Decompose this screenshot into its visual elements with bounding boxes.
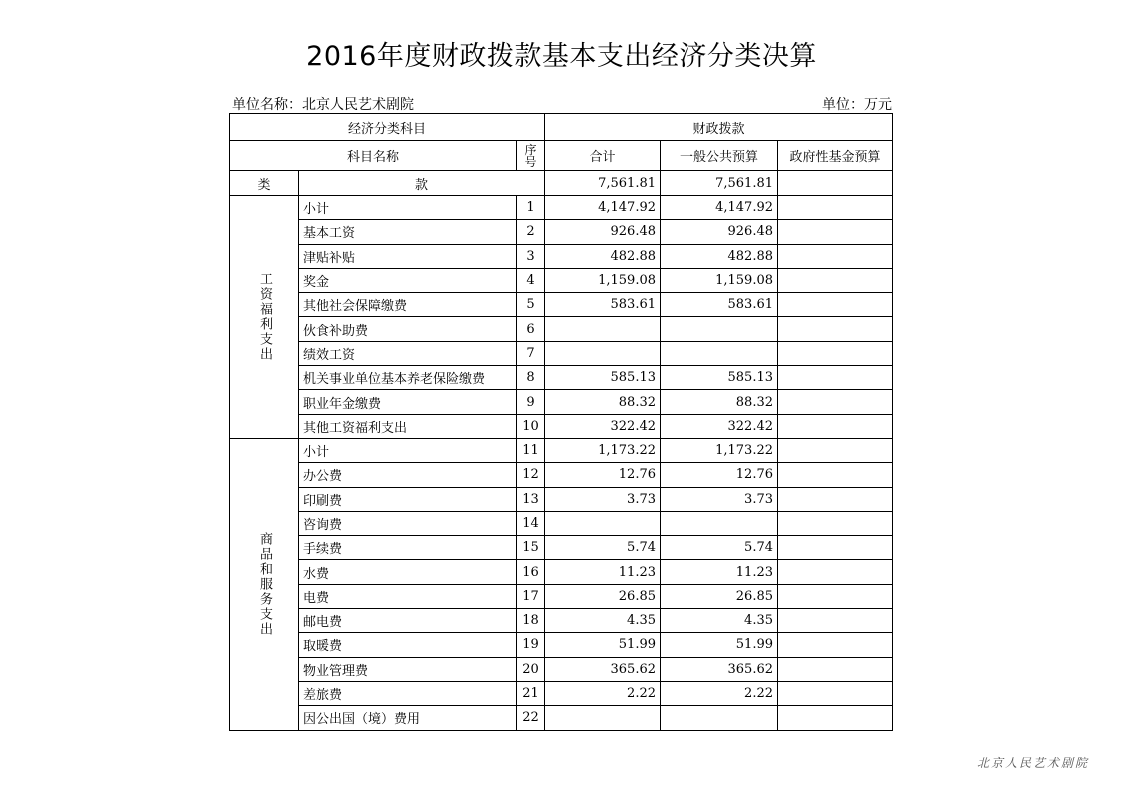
row-seq-cell: 22 xyxy=(517,706,545,730)
row-name-cell: 差旅费 xyxy=(299,681,517,705)
row-total-cell: 585.13 xyxy=(545,366,661,390)
total-header: 合计 xyxy=(545,141,661,171)
row-fund-cell xyxy=(778,196,893,220)
row-fund-cell xyxy=(778,463,893,487)
row-fund-cell xyxy=(778,511,893,535)
row-general-cell: 2.22 xyxy=(661,681,778,705)
row-name-cell: 取暖费 xyxy=(299,633,517,657)
row-total-cell: 1,173.22 xyxy=(545,438,661,462)
row-fund-cell xyxy=(778,657,893,681)
row-fund-cell xyxy=(778,706,893,730)
row-total-cell: 88.32 xyxy=(545,390,661,414)
row-general-cell: 51.99 xyxy=(661,633,778,657)
table-row xyxy=(230,390,893,414)
row-total-cell xyxy=(545,317,661,341)
row-total-cell: 11.23 xyxy=(545,560,661,584)
row-fund-cell xyxy=(778,390,893,414)
category-cell xyxy=(230,438,299,730)
row-name-cell: 小计 xyxy=(299,196,517,220)
row-general-cell: 583.61 xyxy=(661,293,778,317)
row-fund-cell xyxy=(778,536,893,560)
row-general-cell xyxy=(661,706,778,730)
row-name-cell: 其他工资福利支出 xyxy=(299,414,517,438)
page-title: 2016年度财政拨款基本支出经济分类决算 xyxy=(306,41,817,72)
row-seq-cell: 16 xyxy=(517,560,545,584)
row-total-cell: 5.74 xyxy=(545,536,661,560)
row-name-cell: 水费 xyxy=(299,560,517,584)
row-total-cell: 322.42 xyxy=(545,414,661,438)
table-row xyxy=(230,584,893,608)
row-fund-cell xyxy=(778,341,893,365)
row-general-cell: 322.42 xyxy=(661,414,778,438)
row-total-cell: 583.61 xyxy=(545,293,661,317)
row-general-cell: 5.74 xyxy=(661,536,778,560)
row-fund-cell xyxy=(778,317,893,341)
gov-fund-budget-header: 政府性基金预算 xyxy=(778,141,893,171)
econ-class-header: 经济分类科目 xyxy=(230,114,545,141)
unit-name: 单位名称：北京人民艺术剧院 xyxy=(232,97,414,113)
row-total-cell: 365.62 xyxy=(545,657,661,681)
table-row xyxy=(230,438,893,462)
expenditure-table xyxy=(229,113,893,731)
row-fund-cell xyxy=(778,366,893,390)
table-row xyxy=(230,268,893,292)
row-name-cell: 邮电费 xyxy=(299,609,517,633)
row-fund-cell xyxy=(778,268,893,292)
row-general-cell: 365.62 xyxy=(661,657,778,681)
table-row xyxy=(230,511,893,535)
row-total-cell: 51.99 xyxy=(545,633,661,657)
row-name-cell: 绩效工资 xyxy=(299,341,517,365)
row-general-cell: 3.73 xyxy=(661,487,778,511)
row-general-cell: 1,159.08 xyxy=(661,268,778,292)
table-row xyxy=(230,633,893,657)
row-general-cell: 4.35 xyxy=(661,609,778,633)
table-row xyxy=(230,706,893,730)
row-general-cell xyxy=(661,341,778,365)
general-budget-header: 一般公共预算 xyxy=(661,141,778,171)
row-general-cell: 12.76 xyxy=(661,463,778,487)
row-fund-cell xyxy=(778,438,893,462)
row-name-cell: 咨询费 xyxy=(299,511,517,535)
row-seq-cell: 21 xyxy=(517,681,545,705)
grand-total-row xyxy=(230,171,893,196)
row-fund-cell xyxy=(778,609,893,633)
table-row xyxy=(230,341,893,365)
seq-header-label: 序 号 xyxy=(524,142,537,169)
row-name-cell: 办公费 xyxy=(299,463,517,487)
row-seq-cell: 13 xyxy=(517,487,545,511)
row-total-cell: 4,147.92 xyxy=(545,196,661,220)
row-general-cell: 482.88 xyxy=(661,244,778,268)
row-name-cell: 物业管理费 xyxy=(299,657,517,681)
lei-header: 类 xyxy=(230,171,299,196)
grand-total-cell: 7,561.81 xyxy=(545,171,661,196)
row-total-cell xyxy=(545,511,661,535)
row-seq-cell: 15 xyxy=(517,536,545,560)
row-fund-cell xyxy=(778,584,893,608)
row-name-cell: 印刷费 xyxy=(299,487,517,511)
header-row-2 xyxy=(230,141,893,171)
category-label: 商品和服务支出 xyxy=(257,531,272,637)
row-seq-cell: 1 xyxy=(517,196,545,220)
table-row xyxy=(230,366,893,390)
row-seq-cell: 10 xyxy=(517,414,545,438)
row-seq-cell: 20 xyxy=(517,657,545,681)
row-total-cell xyxy=(545,341,661,365)
table-row xyxy=(230,293,893,317)
row-name-cell: 机关事业单位基本养老保险缴费 xyxy=(299,366,517,390)
row-total-cell: 4.35 xyxy=(545,609,661,633)
row-fund-cell xyxy=(778,244,893,268)
row-fund-cell xyxy=(778,633,893,657)
row-general-cell: 1,173.22 xyxy=(661,438,778,462)
subject-name-header: 科目名称 xyxy=(230,141,517,171)
row-general-cell: 11.23 xyxy=(661,560,778,584)
table-row xyxy=(230,487,893,511)
table-row xyxy=(230,560,893,584)
row-name-cell: 职业年金缴费 xyxy=(299,390,517,414)
row-general-cell xyxy=(661,511,778,535)
row-name-cell: 小计 xyxy=(299,438,517,462)
row-general-cell: 4,147.92 xyxy=(661,196,778,220)
row-total-cell: 2.22 xyxy=(545,681,661,705)
table-row xyxy=(230,196,893,220)
table-row xyxy=(230,220,893,244)
row-fund-cell xyxy=(778,681,893,705)
table-row xyxy=(230,536,893,560)
row-seq-cell: 18 xyxy=(517,609,545,633)
row-name-cell: 电费 xyxy=(299,584,517,608)
row-fund-cell xyxy=(778,414,893,438)
row-seq-cell: 2 xyxy=(517,220,545,244)
table-row xyxy=(230,681,893,705)
row-seq-cell: 19 xyxy=(517,633,545,657)
row-general-cell: 26.85 xyxy=(661,584,778,608)
row-name-cell: 其他社会保障缴费 xyxy=(299,293,517,317)
table-row xyxy=(230,414,893,438)
row-general-cell: 88.32 xyxy=(661,390,778,414)
table-row xyxy=(230,463,893,487)
row-name-cell: 奖金 xyxy=(299,268,517,292)
row-total-cell: 12.76 xyxy=(545,463,661,487)
row-total-cell: 26.85 xyxy=(545,584,661,608)
row-seq-cell: 9 xyxy=(517,390,545,414)
fiscal-header: 财政拨款 xyxy=(545,114,893,141)
row-total-cell: 1,159.08 xyxy=(545,268,661,292)
row-total-cell: 482.88 xyxy=(545,244,661,268)
row-seq-cell: 4 xyxy=(517,268,545,292)
table-row xyxy=(230,609,893,633)
table-row xyxy=(230,317,893,341)
row-seq-cell: 3 xyxy=(517,244,545,268)
seq-header xyxy=(517,141,545,171)
row-seq-cell: 14 xyxy=(517,511,545,535)
row-seq-cell: 7 xyxy=(517,341,545,365)
row-name-cell: 津贴补贴 xyxy=(299,244,517,268)
row-seq-cell: 17 xyxy=(517,584,545,608)
unit-label: 单位：万元 xyxy=(822,97,892,113)
row-fund-cell xyxy=(778,487,893,511)
row-fund-cell xyxy=(778,560,893,584)
row-seq-cell: 12 xyxy=(517,463,545,487)
row-name-cell: 手续费 xyxy=(299,536,517,560)
row-seq-cell: 5 xyxy=(517,293,545,317)
kuan-header: 款 xyxy=(299,171,545,196)
row-name-cell: 因公出国（境）费用 xyxy=(299,706,517,730)
row-general-cell xyxy=(661,317,778,341)
table-row xyxy=(230,657,893,681)
row-seq-cell: 6 xyxy=(517,317,545,341)
row-general-cell: 926.48 xyxy=(661,220,778,244)
row-total-cell: 3.73 xyxy=(545,487,661,511)
row-seq-cell: 8 xyxy=(517,366,545,390)
table-row xyxy=(230,244,893,268)
grand-fund-cell xyxy=(778,171,893,196)
row-seq-cell: 11 xyxy=(517,438,545,462)
row-fund-cell xyxy=(778,220,893,244)
grand-general-cell: 7,561.81 xyxy=(661,171,778,196)
row-general-cell: 585.13 xyxy=(661,366,778,390)
header-row-1 xyxy=(230,114,893,141)
category-cell xyxy=(230,196,299,439)
row-name-cell: 基本工资 xyxy=(299,220,517,244)
row-total-cell: 926.48 xyxy=(545,220,661,244)
category-label: 工资福利支出 xyxy=(257,271,272,362)
theatre-signature-watermark: 北京人民艺术剧院 xyxy=(976,756,1089,770)
row-name-cell: 伙食补助费 xyxy=(299,317,517,341)
row-fund-cell xyxy=(778,293,893,317)
row-total-cell xyxy=(545,706,661,730)
